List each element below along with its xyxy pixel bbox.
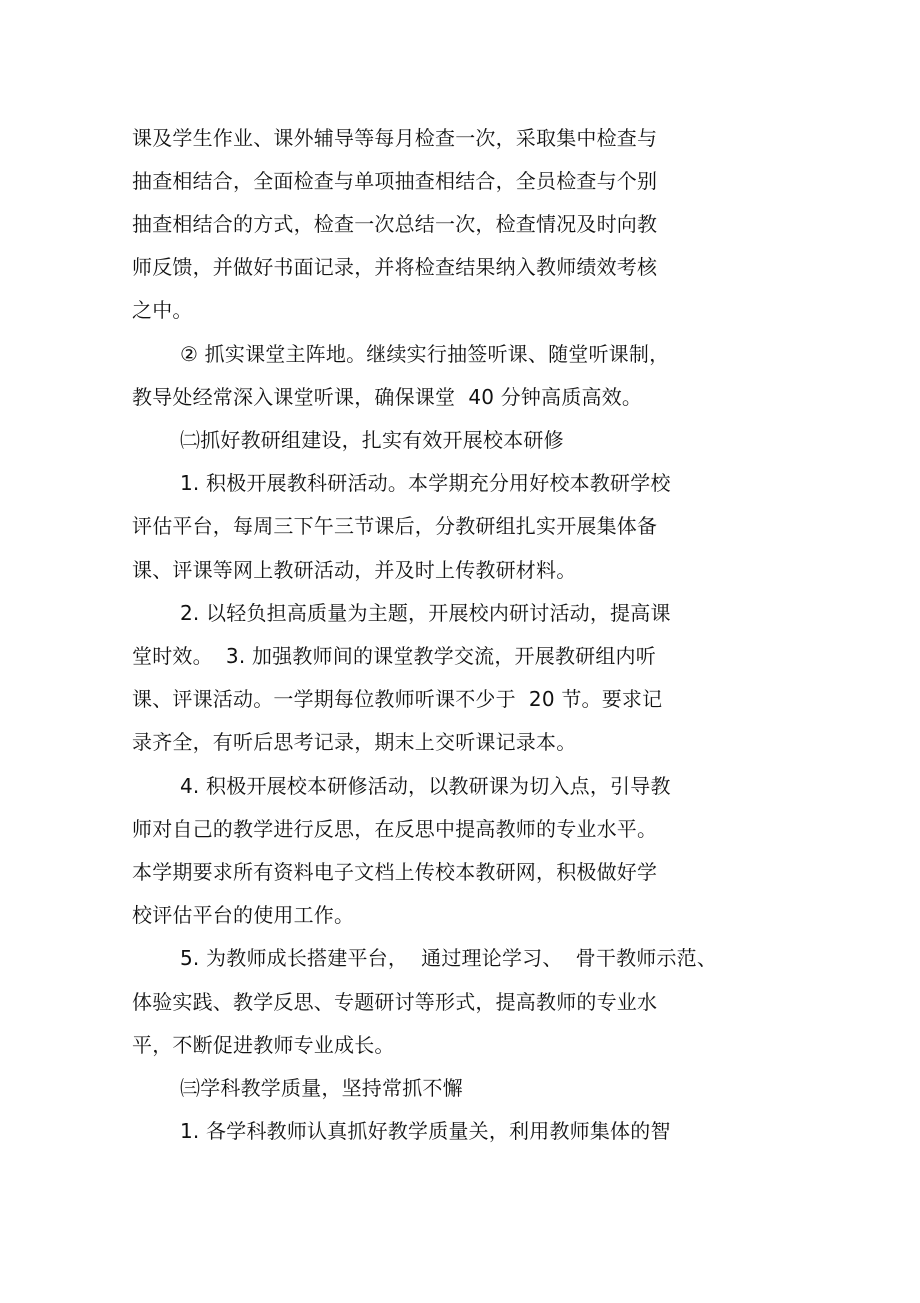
paragraph-heading: 1. 积极开展教科研活动。本学期充分用好校本教研学校 xyxy=(180,471,671,495)
text-line: 之中。 xyxy=(132,298,193,322)
paragraph-heading: 2. 以轻负担高质量为主题，开展校内研讨活动，提高课 xyxy=(180,601,671,625)
text-line: 课及学生作业、课外辅导等每月检查一次，采取集中检查与 xyxy=(132,126,658,150)
text-line: 教导处经常深入课堂听课，确保课堂 40 分钟高质高效。 xyxy=(132,385,643,409)
text-line: 校评估平台的使用工作。 xyxy=(132,903,355,927)
text-line: 本学期要求所有资料电子文档上传校本教研网，积极做好学 xyxy=(132,860,658,884)
text-line: 堂时效。 3. 加强教师间的课堂教学交流，开展教研组内听 xyxy=(132,644,656,668)
text-line: 录齐全，有听后思考记录，期末上交听课记录本。 xyxy=(132,730,577,754)
paragraph-heading: 5. 为教师成长搭建平台， 通过理论学习、 骨干教师示范、 xyxy=(180,946,718,970)
text-line: 师反馈，并做好书面记录，并将检查结果纳入教师绩效考核 xyxy=(132,255,658,279)
paragraph-heading: 1. 各学科教师认真抓好教学质量关，利用教师集体的智 xyxy=(180,1119,671,1143)
section-heading: ㈡抓好教研组建设，扎实有效开展校本研修 xyxy=(180,428,564,452)
text-line: 课、评课等网上教研活动，并及时上传教研材料。 xyxy=(132,558,577,582)
section-heading: ㈢学科教学质量，坚持常抓不懈 xyxy=(180,1076,463,1100)
paragraph-heading: 4. 积极开展校本研修活动，以教研课为切入点，引导教 xyxy=(180,774,671,798)
text-line: 师对自己的教学进行反思，在反思中提高教师的专业水平。 xyxy=(132,817,658,841)
paragraph-heading: ② 抓实课堂主阵地。继续实行抽签听课、随堂听课制， xyxy=(180,342,670,366)
text-line: 评估平台，每周三下午三节课后，分教研组扎实开展集体备 xyxy=(132,514,658,538)
text-line: 体验实践、教学反思、专题研讨等形式，提高教师的专业水 xyxy=(132,990,658,1014)
text-line: 抽查相结合的方式，检查一次总结一次，检查情况及时向教 xyxy=(132,212,658,236)
text-line: 抽查相结合，全面检查与单项抽查相结合，全员检查与个别 xyxy=(132,169,658,193)
text-line: 平，不断促进教师专业成长。 xyxy=(132,1033,395,1057)
text-line: 课、评课活动。一学期每位教师听课不少于 20 节。要求记 xyxy=(132,687,663,711)
